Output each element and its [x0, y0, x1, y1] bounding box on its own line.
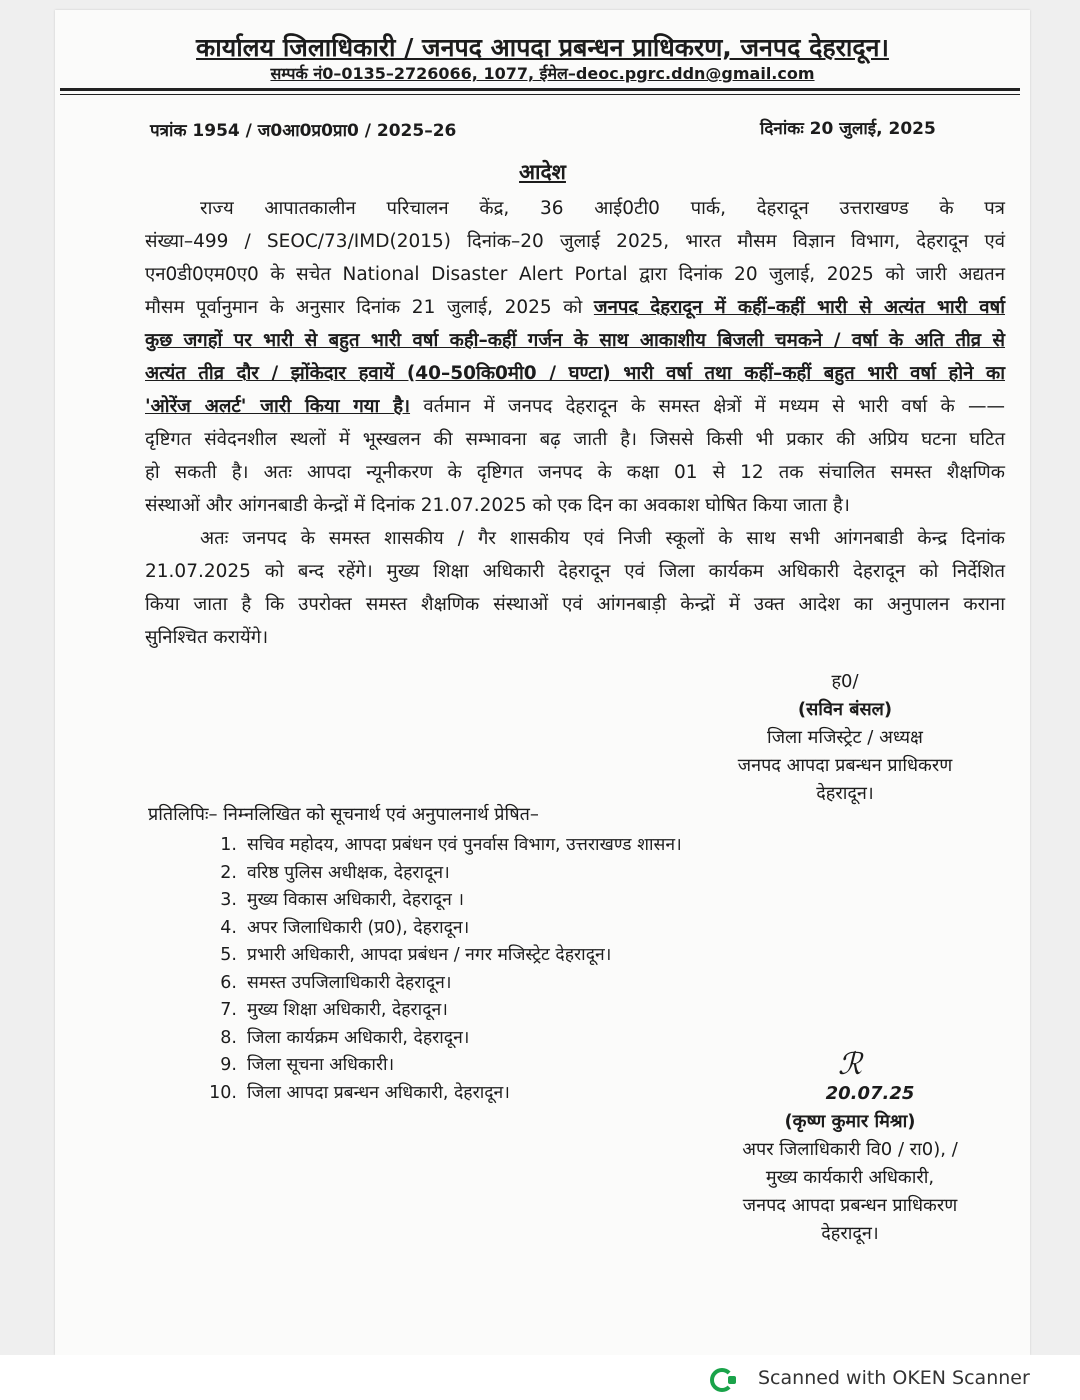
signatory-place: देहरादून।: [816, 783, 874, 804]
scanned-document-page: [55, 10, 1030, 1355]
signature-block-district-magistrate: [695, 668, 995, 808]
oken-scanner-logo-dot-icon: [728, 1376, 736, 1384]
item-text: अपर जिलाधिकारी (प्र0), देहरादून।: [247, 917, 470, 938]
underlined-text: अत्यंत तीव्र दौर / झोंकेदार हवायें (40–50कि0मी0 / घण्टा) भारी वर्षा तथा कहीं–कहीं बहुत भारी वर्षा होने का: [145, 363, 1005, 384]
item-text: जिला आपदा प्रबन्धन अधिकारी, देहरादून।: [247, 1082, 510, 1103]
item-number: 6.: [220, 972, 237, 993]
copy-to-item: [205, 970, 682, 998]
body-text: 21.07.2025 को बन्द रहेंगे। मुख्य शिक्षा अधिकारी देहरादून एवं जिला कार्यकम अधिकारी देहरादून को निर्देशित: [145, 561, 1005, 582]
signature-date: 20.07.25: [825, 1083, 915, 1104]
copy-to-item: [205, 832, 682, 860]
copy-to-item: [205, 887, 682, 915]
body-line: [145, 456, 1005, 489]
body-line: [145, 225, 1005, 258]
item-number: 2.: [220, 862, 237, 883]
body-line: [145, 324, 1005, 357]
body-line: [145, 522, 1005, 555]
item-text: वरिष्ठ पुलिस अधीक्षक, देहरादून।: [247, 862, 450, 883]
signatory-office: जनपद आपदा प्रबन्धन प्राधिकरण: [737, 755, 953, 776]
signatory-designation: जिला मजिस्ट्रेट / अध्यक्ष: [767, 727, 923, 748]
signatory-office: जनपद आपदा प्रबन्धन प्राधिकरण: [742, 1195, 958, 1216]
header-divider: [60, 88, 1020, 95]
item-number: 5.: [220, 945, 237, 965]
body-text: राज्य आपातकालीन परिचालन केंद्र, 36 आई0टी0 पार्क, देहरादून उत्तराखण्ड के पत्र: [200, 198, 1005, 219]
body-text: किया जाता है कि उपरोक्त समस्त शैक्षणिक संस्थाओं एवं आंगनबाड़ी केन्द्रों में उक्त आदेश का अनुपालन कराना: [145, 594, 1005, 615]
item-number: 3.: [220, 890, 237, 910]
item-text: मुख्य शिक्षा अधिकारी, देहरादून।: [247, 1000, 448, 1020]
body-line: [145, 489, 1005, 522]
copy-to-item: [205, 1080, 682, 1108]
item-text: प्रभारी अधिकारी, आपदा प्रबंधन / नगर मजिस्ट्रेट देहरादून।: [247, 945, 612, 965]
order-heading: आदेश: [519, 160, 566, 184]
scanner-watermark-bar: [0, 1355, 1080, 1400]
item-number: 7.: [220, 1000, 237, 1020]
copy-to-heading: प्रतिलिपिः– निम्नलिखित को सूचनार्थ एवं अनुपालनार्थ प्रेषित–: [148, 804, 539, 825]
copy-to-item: [205, 860, 682, 888]
body-line: [145, 588, 1005, 621]
body-line: [145, 621, 1005, 654]
body-text: मौसम पूर्वानुमान के अनुसार दिनांक 21 जुलाई, 2025 को: [145, 297, 594, 318]
item-text: मुख्य विकास अधिकारी, देहरादून ।: [247, 890, 464, 910]
signed-mark: ह0/: [831, 671, 859, 692]
body-line: [145, 291, 1005, 324]
body-text: अतः जनपद के समस्त शासकीय / गैर शासकीय एवं निजी स्कूलों के साथ सभी आंगनबाडी केन्द्र दिनांक: [200, 528, 1005, 549]
order-body: [145, 192, 1005, 654]
body-line: [145, 357, 1005, 390]
item-text: जिला कार्यक्रम अधिकारी, देहरादून।: [247, 1027, 470, 1048]
copy-to-item: [205, 915, 682, 943]
office-title: कार्यालय जिलाधिकारी / जनपद आपदा प्रबन्धन प्राधिकरण, जनपद देहरादून।: [196, 33, 889, 62]
item-text: जिला सूचना अधिकारी।: [247, 1055, 395, 1075]
copy-to-item: [205, 1025, 682, 1053]
letter-reference-number: पत्रांक 1954 / ज0आ0प्र0प्रा0 / 2025–26: [150, 121, 457, 141]
signatory-role: मुख्य कार्यकारी अधिकारी,: [765, 1167, 935, 1188]
copy-to-item: [205, 997, 682, 1025]
item-text: समस्त उपजिलाधिकारी देहरादून।: [247, 972, 452, 993]
body-text: संस्थाओं और आंगनबाडी केन्द्रों में दिनांक 21.07.2025 को एक दिन का अवकाश घोषित किया जाता है।: [145, 495, 850, 516]
body-text: दृष्टिगत संवेदनशील स्थलों में भूस्खलन की सम्भावना बढ़ जाती है। जिससे किसी भी प्रकार की अप्रिय घटना घटित: [145, 429, 1005, 450]
scanner-watermark-text: Scanned with OKEN Scanner: [758, 1367, 1030, 1389]
contact-line: सम्पर्क नं0–0135–2726066, 1077, ईमेल–deoc.pgrc.ddn@gmail.com: [270, 64, 815, 83]
underlined-text: कुछ जगहों पर भारी से बहुत भारी वर्षा कही–कहीं गर्जन के साथ आकाशीय बिजली चमकने / वर्षा के अति तीव्र से: [145, 330, 1005, 351]
body-text: संख्या–499 / SEOC/73/IMD(2015) दिनांक–20 जुलाई 2025, भारत मौसम विज्ञान विभाग, देहरादून एवं: [145, 231, 1005, 252]
body-text: एन0डी0एम0ए0 के सचेत National Disaster Alert Portal द्वारा दिनांक 20 जुलाई, 2025 को जारी अद्यतन: [145, 264, 1005, 285]
body-text: सुनिश्चित करायेंगे।: [145, 627, 269, 648]
body-line: [145, 423, 1005, 456]
item-number: 9.: [220, 1055, 237, 1075]
copy-to-item: [205, 942, 682, 970]
copy-to-item: [205, 1052, 682, 1080]
item-number: 4.: [220, 917, 237, 938]
copy-to-list: [205, 832, 682, 1107]
letter-date: दिनांकः 20 जुलाई, 2025: [760, 119, 936, 139]
body-line: [145, 192, 1005, 225]
body-line: [145, 258, 1005, 291]
signatory-place: देहरादून।: [821, 1223, 879, 1244]
handwritten-signature: ℛ: [838, 1047, 862, 1082]
item-number: 8.: [220, 1027, 237, 1048]
signatory-name: (कृष्ण कुमार मिश्रा): [784, 1111, 916, 1132]
underlined-text: जनपद देहरादून में कहीं–कहीं भारी से अत्यंत भारी वर्षा: [593, 297, 1005, 318]
signatory-designation: अपर जिलाधिकारी वि0 / रा0), /: [742, 1139, 958, 1160]
body-line: [145, 555, 1005, 588]
body-text: वर्तमान में जनपद देहरादून के समस्त क्षेत्रों में मध्यम से भारी वर्षा के ——: [410, 396, 1005, 417]
signature-block-additional-dm: [705, 1047, 995, 1248]
signatory-name: (सविन बंसल): [797, 699, 893, 720]
item-text: सचिव महोदय, आपदा प्रबंधन एवं पुनर्वास विभाग, उत्तराखण्ड शासन।: [247, 835, 682, 855]
item-number: 10.: [209, 1082, 237, 1103]
body-line: [145, 390, 1005, 423]
underlined-text: 'ओरेंज अलर्ट' जारी किया गया है।: [145, 396, 411, 417]
item-number: 1.: [220, 835, 237, 855]
body-text: हो सकती है। अतः आपदा न्यूनीकरण के दृष्टिगत जनपद के कक्षा 01 से 12 तक संचालित समस्त शैक्षणिक: [145, 462, 1005, 483]
